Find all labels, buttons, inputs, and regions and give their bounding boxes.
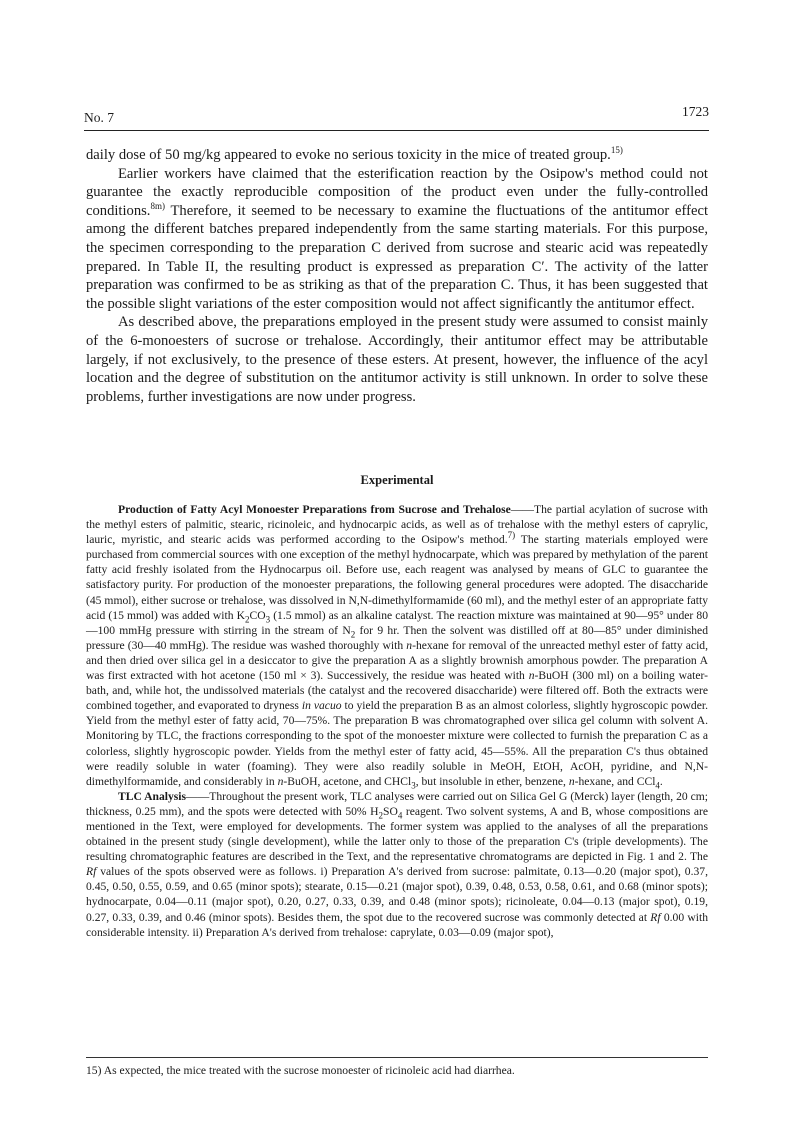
paragraph-3: As described above, the preparations employed in the present study were assumed to consist mainly of the 6-monoesters of sucrose or trehalose. Accordingly, their antitumor effect may be attributable largely, if not exclusively, to the presence of these esters. At present, however, the influence of the acyl location and the degree of substitution on the antitumor activity is still unknown. In order to solve these problems, further investigations are now under progress. (86, 314, 708, 405)
subscript: 4 (397, 810, 403, 821)
tlc-heading: TLC Analysis (118, 789, 187, 803)
experimental-section (86, 502, 708, 940)
paragraph-1-text: daily dose of 50 mg/kg appeared to evoke no serious toxicity in the mice of treated group. (86, 147, 611, 163)
text-run: reagent. Two solvent systems, A and B, whose compositions are mentioned in the Text, were employed for developments. The former system was applied to the analyses of all the preparations obtained in the present study (single development), while the latter only to those of the preparation C's (triple developments). The resulting chromatographic features are described in the Text, and the representative chromatograms are depicted in Fig. 1 and 2. The (86, 804, 708, 864)
footnote-rule (86, 1057, 708, 1058)
text-run: (1.5 mmol) as an alkaline catalyst. The reaction mixture was maintained at 90—95° under 80—100 mmHg pressure with stirring in the stream of N (86, 608, 708, 637)
text-run: -BuOH (300 ml) on a boiling water-bath, and, while hot, the undissolved materials (the catalyst and the recovered disaccharide) were filtered off. Both the extracts were combined together, and evaporated to dryness (86, 669, 709, 713)
text-run: ——Throughout the present work, TLC analyses were carried out on Silica Gel G (Merck) layer (length, 20 cm; thickness, 0.25 mm), and the spots were detected with 50% H (86, 789, 709, 818)
italic-prefix: n (406, 638, 413, 652)
reference-mark: 8m) (150, 200, 165, 211)
text-run: values of the spots observed were as follows. i) Preparation A's derived from sucrose: palmitate, 0.13—0.20 (major spot), 0.37, 0.45, 0.50, 0.55, 0.59, and 0.65 (minor spots); stearate, 0.15—0.21 (major spot), 0.39, 0.48, 0.53, 0.58, 0.61, and 0.68 (minor spots); hydnocarpate, 0.04—0.11 (major spot), 0.20, 0.27, 0.33, 0.39, and 0.48 (minor spots); ricinoleate, 0.04—0.13 (major spot), 0.19, 0.27, 0.33, 0.39, and 0.46 (minor spots). Besides them, the spot due to the recovered sucrose was commonly detected at (86, 865, 708, 924)
text-run: to yield the preparation B as an almost colorless, slightly hygroscopic powder. Yield from the methyl ester of fatty acid, 70—75%. The preparation B was chromatographed over silica gel column with solvent A. Monitoring by TLC, the fractions corresponding to the spot of the monoester mixture were collected to furnish the preparation C as a colorless, slightly hygroscopic powder. Yields from the methyl ester of fatty acid, 45—55%. All the preparation C's thus obtained were readily soluble in water (foaming). They were also readily soluble in MeOH, EtOH, AcOH, pyridine, and N,N-dimethylformamide, and considerably in (86, 699, 708, 788)
page-number: 1723 (682, 104, 709, 119)
paragraph-2-text-b: Therefore, it seemed to be necessary to examine the fluctuations of the antitumor effect among the different batches prepared independently from the same starting materials. For this purpose, the specimen corresponding to the preparation C derived from sucrose and stearic acid was repeatedly prepared. In Table II, the resulting product is expressed as preparation C′. The activity of the latter preparation was confirmed to be as striking as that of the preparation C. Thus, it has been suggested that the possible slight variations of the ester composition would not affect significantly the antitumor effect. (86, 202, 708, 312)
production-paragraph (86, 502, 708, 789)
reference-mark: 7) (507, 530, 516, 541)
text-run: -hexane, and CCl (574, 774, 656, 788)
text-run: for 9 hr. Then the solvent was distilled off at 80—85° under diminished pressure (30—40 mmHg). The residue was washed thoroughly with (86, 623, 708, 652)
italic-prefix: n (277, 774, 284, 788)
tlc-paragraph (86, 789, 708, 940)
italic-prefix: n (528, 669, 535, 683)
issue-number: No. 7 (84, 110, 114, 125)
footnote: 15) As expected, the mice treated with the sucrose monoester of ricinoleic acid had diarrhea. (86, 1064, 515, 1077)
italic-prefix: n (568, 774, 575, 788)
subscript: 3 (411, 780, 416, 790)
subscript: 2 (350, 629, 356, 640)
italic-term: Rf (86, 865, 97, 879)
page-header (84, 104, 709, 126)
reference-mark: 15) (610, 145, 623, 156)
subscript: 2 (378, 810, 383, 821)
text-run: 0.00 with considerable intensity. ii) Preparation A's derived from trehalose: caprylate, 0.03—0.09 (major spot), (86, 910, 709, 939)
text-run: ——The partial acylation of sucrose with the methyl esters of palmitic, stearic, ricinoleic, and hydnocarpic acids, as well as of trehalose with the methyl esters of caprylic, lauric, myristic, and stearic acids was performed according to the Osipow's method. (86, 503, 708, 547)
text-run: The starting materials employed were purchased from commercial sources with one exception of the methyl hydnocarpate, which was prepared by methylation of the parent fatty acid freshly isolated from the Hydnocarpus oil. Before use, each reagent was analysed by means of GLC to guarantee the satisfactory purity. For production of the monoester preparations, the following general procedures were adopted. The disaccharide (45 mmol), either sucrose or trehalose, was dissolved in N,N-dimethylformamide (60 ml), and the methyl ester of an appropriate fatty acid (15 mmol) was added with K (86, 533, 708, 622)
text-run: . (659, 774, 663, 788)
main-text (86, 146, 708, 406)
section-title: Experimental (360, 473, 434, 487)
paragraph-2-text-a: Earlier workers have claimed that the esterification reaction by the Osipow's method could not guarantee the exactly reproducible composition of the product even under the fully-controlled conditions. (86, 165, 708, 219)
paragraph-2 (86, 165, 708, 314)
italic-term: in vacuo (301, 699, 342, 713)
paragraph-1 (86, 146, 708, 165)
header-rule (84, 130, 709, 131)
text-run: CO (249, 608, 266, 622)
text-run: SO (383, 804, 398, 818)
text-run: , but insoluble in ether, benzene, (415, 774, 569, 788)
text-run: -BuOH, acetone, and CHCl (283, 774, 412, 788)
italic-term: Rf (650, 910, 661, 924)
subscript: 2 (244, 613, 250, 624)
text-run: -hexane for removal of the unreacted methyl ester of fatty acid, and then dried over silica gel in a desiccator to give the preparation A as a slightly brownish amorphous powder. The preparation A was first extracted with hot acetone (150 ml × 3). Successively, the residue was heated with (86, 638, 708, 683)
production-heading: Production of Fatty Acyl Monoester Preparations from Sucrose and Trehalose (118, 503, 511, 516)
subscript: 3 (265, 613, 271, 624)
subscript: 4 (655, 780, 660, 790)
